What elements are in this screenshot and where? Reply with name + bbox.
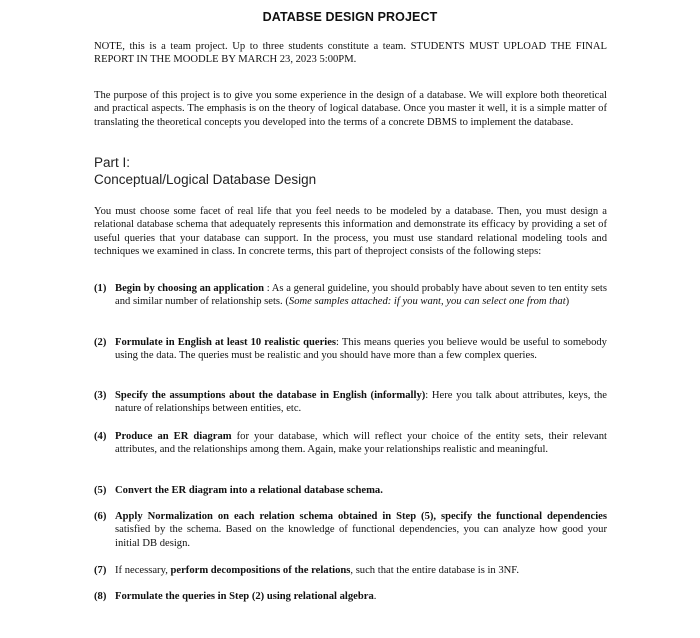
step-body xyxy=(115,590,607,603)
step-text: : As a general guideline, you should probably have about seven to ten entity sets and similar number of relationship sets. ( xyxy=(115,283,607,308)
step-text: : Here you talk about attributes, keys, the nature of relationships between entities, etc. xyxy=(115,390,607,415)
step-item xyxy=(94,389,607,416)
step-bold-text: Specify the assumptions about the database in English (informally) xyxy=(115,390,426,401)
step-body xyxy=(115,484,607,497)
step-number: (5) xyxy=(94,485,107,496)
step-number: (8) xyxy=(94,591,107,602)
step-item xyxy=(94,336,607,363)
step-text: satisfied by the schema. Based on the knowledge of functional dependencies, you can analyze how good your initial DB design. xyxy=(115,524,607,549)
step-body xyxy=(115,564,607,577)
step-item xyxy=(94,484,607,497)
step-bold-text: Begin by choosing an application xyxy=(115,283,265,294)
step-number: (3) xyxy=(94,390,107,401)
step-body xyxy=(115,510,607,550)
step-bold-text: Formulate the queries in Step (2) using relational algebra xyxy=(115,591,374,602)
step-bold-text: perform decompositions of the relations xyxy=(170,565,351,576)
step-bold-text: Convert the ER diagram into a relational database schema. xyxy=(115,485,383,496)
purpose-paragraph: The purpose of this project is to give you some experience in the design of a database. We will explore both theoretical and practical aspects. The emphasis is on the theory of logical database. Once you master it well, it is a simple matter of translating the theoretical concepts you developed into the terms of a concrete DBMS to implement the database. xyxy=(94,90,607,128)
part-title: Conceptual/Logical Database Design xyxy=(94,172,317,187)
step-number: (4) xyxy=(94,431,107,442)
step-number: (2) xyxy=(94,337,107,348)
intro-paragraph: You must choose some facet of real life that you feel needs to be modeled by a database. Then, you must design a relational database schema that adequately represents this information and demonstrate its efficacy by providing a set of useful queries that your database can support. In the process, you must use standard relational modeling tools and techniques we examined in class. In concrete terms, this part of theproject consists of the following steps: xyxy=(94,206,607,257)
note-paragraph: NOTE, this is a team project. Up to three students constitute a team. STUDENTS MUST UPLOAD THE FINAL REPORT IN THE MOODLE BY MARCH 23, 2023 5:00PM. xyxy=(94,41,607,66)
step-number: (1) xyxy=(94,283,107,294)
step-item xyxy=(94,430,607,457)
step-bold-text: Formulate in English at least 10 realistic queries xyxy=(115,337,337,348)
step-pre-text: If necessary, xyxy=(115,565,171,576)
step-body xyxy=(115,282,607,309)
step-bold-text: Apply Normalization on each relation schema obtained in Step (5), specify the functional dependencies xyxy=(115,511,607,522)
step-item xyxy=(94,510,607,550)
step-text: for your database, which will reflect your choice of the entity sets, their relevant attributes, and the relationships among them. Again, make your relationships realistic and meaningful. xyxy=(115,431,607,456)
step-item xyxy=(94,564,607,577)
step-tail-text: ) xyxy=(565,296,570,308)
step-italic-text: Some samples attached: if you want, you can select one from that xyxy=(288,296,566,308)
step-item xyxy=(94,590,607,603)
step-item xyxy=(94,282,607,309)
step-text: , such that the entire database is in 3NF. xyxy=(350,565,520,576)
document-title: DATABSE DESIGN PROJECT xyxy=(262,10,438,24)
step-text: : This means queries you believe would be useful to somebody using the data. The queries must be realistic and you should have more than a few complex queries. xyxy=(115,337,607,362)
step-bold-text: Produce an ER diagram xyxy=(115,431,232,442)
step-body xyxy=(115,389,607,416)
step-number: (7) xyxy=(94,565,107,576)
step-text: . xyxy=(373,591,377,602)
part-label: Part I: xyxy=(94,155,131,170)
step-body xyxy=(115,430,607,457)
step-number: (6) xyxy=(94,511,107,522)
step-body xyxy=(115,336,607,363)
